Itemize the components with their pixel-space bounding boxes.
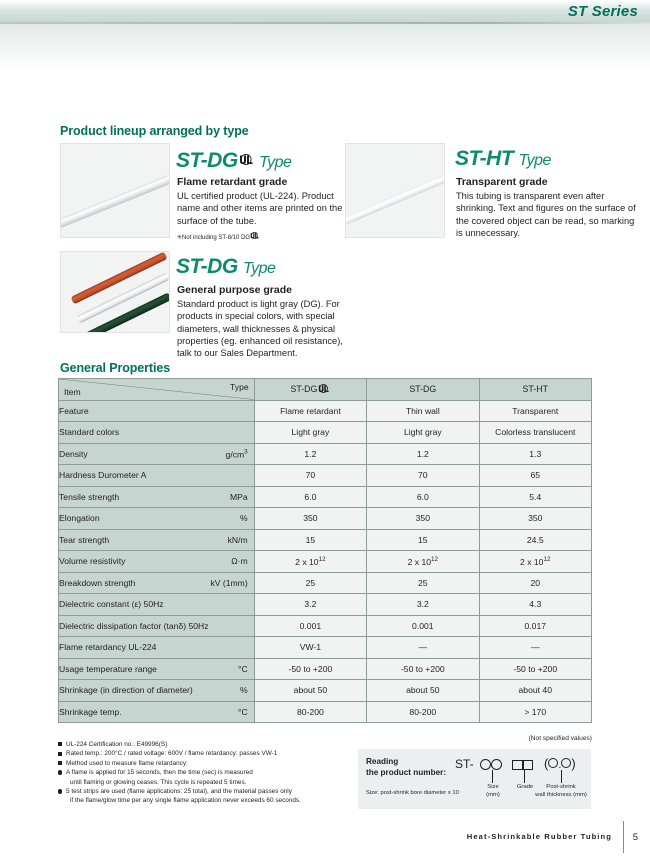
table-item-cell (59, 465, 255, 487)
item-unit: kN/m (227, 534, 248, 545)
table-row (59, 400, 592, 422)
table-value-cell: 20 (479, 572, 591, 594)
grade-square-icon (512, 760, 523, 771)
table-row (59, 680, 592, 702)
table-value-cell: 80-200 (254, 701, 366, 723)
footnote-line: UL-224 Certification no.: E49996(S) (58, 740, 398, 749)
item-label: Flame retardancy UL-224 (59, 642, 157, 653)
footer-title: Heat-Shrinkable Rubber Tubing (466, 832, 612, 841)
table-corner-cell (59, 379, 255, 401)
thickness-circle-icon (561, 758, 571, 768)
item-unit: Ω·m (231, 556, 248, 567)
table-value-cell: 15 (254, 529, 366, 551)
table-value-cell: VW-1 (254, 637, 366, 659)
table-value-cell: 1.2 (254, 443, 366, 465)
table-value-cell: about 50 (254, 680, 366, 702)
table-value-cell: about 40 (479, 680, 591, 702)
table-value-cell: 2 x $10^{12}$ (254, 551, 366, 573)
product-type-word: Type (518, 152, 551, 169)
table-value-cell: — (479, 637, 591, 659)
circle-bullet-icon (58, 789, 62, 793)
product-photo-st-dg-ul (60, 143, 170, 238)
table-value-cell: Transparent (479, 400, 591, 422)
product-type-word: Type (259, 154, 292, 171)
reading-title-line2: the product number: (366, 767, 447, 777)
item-label: Elongation (59, 513, 100, 524)
column-label: ST-DG (290, 384, 318, 395)
general-properties-heading: General Properties (60, 361, 171, 375)
tube-light-gray (60, 172, 170, 228)
table-row (59, 701, 592, 723)
table-value-cell: Colorless translucent (479, 422, 591, 444)
footnote-line: Rated temp.: 200°C / rated voltage: 600V / flame retardancy: passes VW-1 (58, 749, 398, 758)
product-description-st-ht: This tubing is transparent even after shrinking. Text and figures on the surface of the covered object can be read, so marking is unnecessary. (456, 191, 636, 238)
table-value-cell: 0.001 (254, 615, 366, 637)
not-specified-note: (Not specified values) (528, 735, 592, 742)
size-leader-line (492, 770, 493, 783)
item-unit: °C (238, 706, 248, 717)
thickness-glyph-group (544, 755, 576, 773)
footer-divider (623, 821, 624, 853)
grade-label: Grade (516, 784, 534, 790)
table-column-header-st-dg: ST-DG (367, 379, 479, 401)
product-name: ST-DG (176, 255, 238, 278)
table-value-cell: 80-200 (367, 701, 479, 723)
reading-size-note: Size: post-shrink bore diameter x 10 (366, 790, 459, 796)
product-description-st-dg: Standard product is light gray (DG). For products in special colors, with special diameters, wall thicknesses & physical properties (eg. enhanced oil resistance), talk to our Sales Department. (177, 299, 343, 359)
item-label: Feature (59, 405, 89, 416)
table-row (59, 615, 592, 637)
product-number-reading-box (357, 748, 592, 810)
table-column-header-st-dg-ul (254, 379, 366, 401)
thickness-label-line1: Post-shrink (546, 784, 576, 790)
item-label: Breakdown strength (59, 577, 136, 588)
product-number-prefix: ST- (455, 757, 474, 771)
table-row (59, 551, 592, 573)
table-item-cell (59, 400, 255, 422)
product-name: ST-HT (455, 147, 514, 170)
thickness-label (518, 784, 604, 799)
item-unit: kV (1mm) (210, 577, 248, 588)
grade-leader-line (524, 770, 525, 783)
item-unit: MPa (230, 491, 248, 502)
table-value-cell: -50 to +200 (254, 658, 366, 680)
grade-square-icon (523, 760, 534, 771)
ul-logo-icon-small (250, 232, 259, 239)
table-item-cell (59, 529, 255, 551)
table-value-cell: — (367, 637, 479, 659)
general-properties-table (58, 378, 592, 723)
square-bullet-icon (58, 752, 62, 756)
item-label: Dielectric constant (ε) 50Hz (59, 599, 164, 610)
table-value-cell: 6.0 (254, 486, 366, 508)
ul-logo-icon (318, 384, 329, 393)
size-circle-icon (480, 759, 491, 770)
item-unit: °C (238, 663, 248, 674)
table-value-cell: 6.0 (367, 486, 479, 508)
size-circle-icon (491, 759, 502, 770)
square-bullet-icon (58, 761, 62, 765)
product-title-st-dg (176, 255, 275, 279)
footnote-line: 5 test strips are used (flame applications: 25 total), and the material passes only (58, 787, 398, 796)
diagonal-divider-icon (59, 379, 254, 400)
table-row (59, 529, 592, 551)
table-column-header-st-ht: ST-HT (479, 379, 591, 401)
product-note-st-dg-ul (177, 232, 259, 242)
table-row (59, 486, 592, 508)
circle-bullet-icon (58, 770, 62, 774)
item-label: Shrinkage temp. (59, 706, 122, 717)
table-item-cell (59, 572, 255, 594)
table-row (59, 658, 592, 680)
product-name: ST-DG (176, 149, 238, 172)
item-label: Density (59, 448, 88, 459)
header-band (0, 0, 650, 22)
table-value-cell: 65 (479, 465, 591, 487)
paren-close: ) (571, 756, 576, 771)
table-value-cell: 3.2 (367, 594, 479, 616)
item-label: Tear strength (59, 534, 110, 545)
table-row (59, 443, 592, 465)
table-item-cell (59, 615, 255, 637)
table-value-cell: 70 (254, 465, 366, 487)
decimal-point: . (558, 759, 562, 771)
item-label: Usage temperature range (59, 663, 157, 674)
table-value-cell: 25 (254, 572, 366, 594)
table-value-cell: 15 (367, 529, 479, 551)
table-item-cell (59, 551, 255, 573)
note-text: Not including ST-8/10 DG (182, 235, 251, 241)
table-header-row (59, 379, 592, 401)
table-item-cell (59, 658, 255, 680)
table-item-cell (59, 422, 255, 444)
table-value-cell: 1.3 (479, 443, 591, 465)
item-unit: $g/cm^3$ (225, 448, 248, 460)
product-lineup-heading: Product lineup arranged by type (60, 124, 249, 138)
table-value-cell: 0.017 (479, 615, 591, 637)
footnote-line: until flaming or glowing ceases. This cycle is repeated 5 times. (70, 778, 247, 786)
table-value-cell: > 170 (479, 701, 591, 723)
note-asterisk: ✳ (177, 235, 183, 241)
item-label: Tensile strength (59, 491, 120, 502)
table-item-cell (59, 594, 255, 616)
table-value-cell: Thin wall (367, 400, 479, 422)
table-value-cell: Light gray (367, 422, 479, 444)
table-row (59, 465, 592, 487)
footer-page-number: 5 (632, 832, 638, 843)
table-row (59, 572, 592, 594)
product-subtitle-st-dg-ul: Flame retardant grade (177, 176, 288, 188)
table-value-cell: 70 (367, 465, 479, 487)
size-glyph-group (480, 757, 502, 775)
product-title-st-dg-ul (176, 147, 291, 173)
corner-item-label: Item (64, 386, 81, 397)
table-item-cell (59, 701, 255, 723)
table-value-cell: 350 (367, 508, 479, 530)
item-unit: % (240, 513, 248, 524)
table-item-cell (59, 680, 255, 702)
table-item-cell (59, 508, 255, 530)
table-value-cell: Light gray (254, 422, 366, 444)
product-description-st-dg-ul: UL certified product (UL-224). Product name and other items are printed on the surface of the tube. (177, 191, 343, 226)
header-fade (0, 24, 650, 70)
item-label: Volume resistivity (59, 556, 126, 567)
product-photo-st-ht (345, 143, 445, 238)
series-title: ST Series (567, 3, 638, 20)
table-item-cell (59, 443, 255, 465)
product-subtitle-st-ht: Transparent grade (456, 176, 548, 188)
item-label: Dielectric dissipation factor (tanδ) 50Hz (59, 620, 209, 631)
item-label: Hardness Durometer A (59, 470, 147, 481)
reading-box-title (366, 757, 446, 778)
table-value-cell: 1.2 (367, 443, 479, 465)
footnotes-list (58, 740, 398, 806)
table-value-cell: 3.2 (254, 594, 366, 616)
table-value-cell: 350 (254, 508, 366, 530)
table-value-cell: -50 to +200 (479, 658, 591, 680)
table-value-cell: 24.5 (479, 529, 591, 551)
paren-open: ( (544, 756, 549, 771)
footnote-line: if the flame/glow time per any single flame application never exceeds 60 seconds. (70, 797, 301, 805)
thickness-label-line2: wall thickness (mm) (535, 791, 587, 798)
size-label-unit: (mm) (486, 791, 500, 798)
table-item-cell (59, 486, 255, 508)
tube-transparent (345, 171, 445, 224)
table-value-cell: -50 to +200 (367, 658, 479, 680)
footnote-line: Method used to measure flame retardancy: (58, 759, 398, 768)
table-row (59, 508, 592, 530)
ul-logo-icon (239, 147, 253, 158)
table-item-cell (59, 637, 255, 659)
table-value-cell: 0.001 (367, 615, 479, 637)
thickness-leader-line (561, 770, 562, 783)
table-row (59, 594, 592, 616)
reading-title-line1: Reading (366, 757, 399, 766)
size-label-text: Size (487, 784, 499, 790)
table-value-cell: Flame retardant (254, 400, 366, 422)
square-bullet-icon (58, 742, 62, 746)
thickness-circle-icon (548, 758, 558, 768)
table-value-cell: 350 (479, 508, 591, 530)
table-row (59, 637, 592, 659)
grade-glyph-group (512, 757, 533, 775)
table-value-cell: about 50 (367, 680, 479, 702)
table-value-cell: 2 x $10^{12}$ (367, 551, 479, 573)
product-type-word: Type (243, 260, 276, 277)
footnote-line: A flame is applied for 15 seconds, then the time (sec) is measured (58, 768, 398, 777)
corner-type-label: Type (230, 382, 249, 392)
table-value-cell: 25 (367, 572, 479, 594)
item-unit: % (240, 685, 248, 696)
item-label: Shrinkage (in direction of diameter) (59, 685, 193, 696)
table-value-cell: 5.4 (479, 486, 591, 508)
product-photo-st-dg (60, 251, 170, 333)
table-value-cell: 4.3 (479, 594, 591, 616)
product-subtitle-st-dg: General purpose grade (177, 284, 292, 296)
table-value-cell: 2 x $10^{12}$ (479, 551, 591, 573)
item-label: Standard colors (59, 427, 120, 438)
table-row (59, 422, 592, 444)
product-title-st-ht (455, 147, 551, 171)
